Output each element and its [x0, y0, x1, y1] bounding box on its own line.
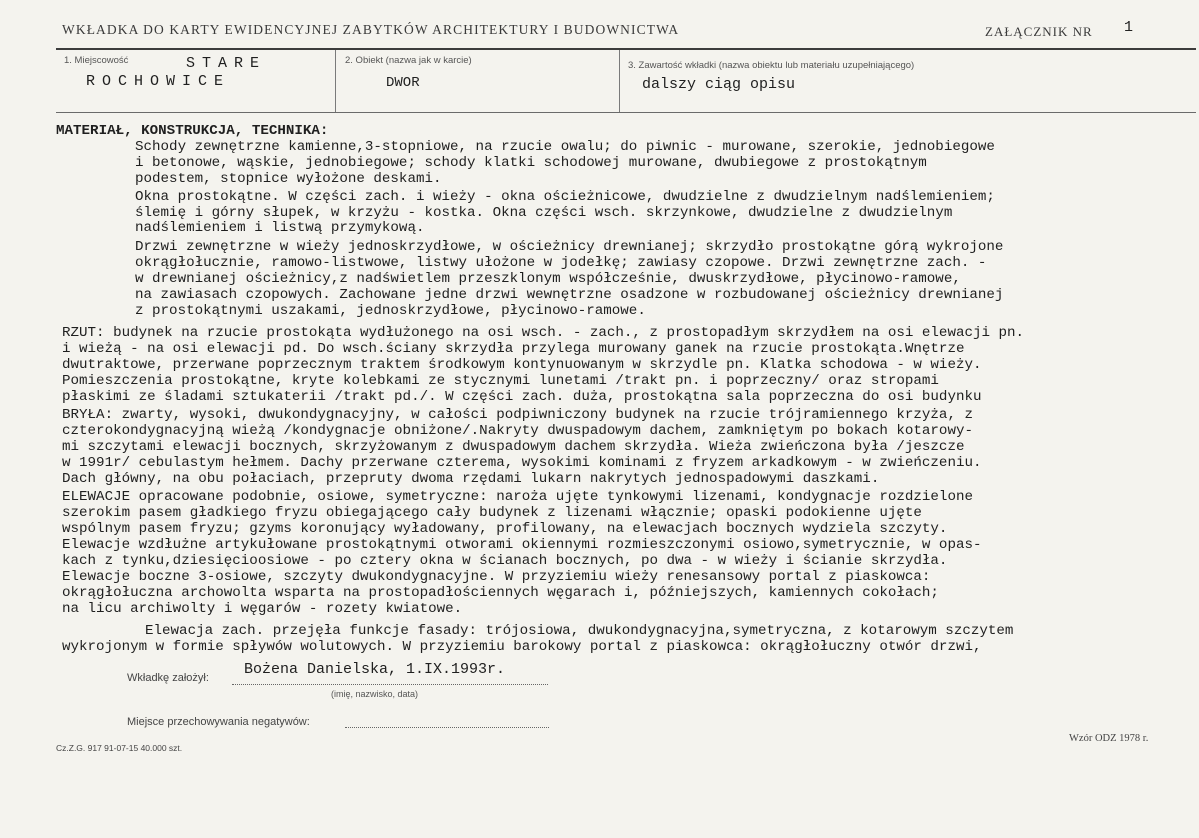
body-line: podestem, stopnice wyłożone deskami.	[135, 171, 442, 187]
body-line: dwutraktowe, przerwane poprzecznym traktem środkowym kontynuowanym w skrzydle pn. Klatka schodowa - w wieży.	[62, 357, 982, 373]
attachment-number: 1	[1124, 19, 1134, 36]
body-line: i betonowe, wąskie, jednobiegowe; schody klatki schodowej murowane, dwubiegowe z prostokątnym	[135, 155, 927, 171]
body-line: czterokondygnacyjną wieżą /kondygnacje obniżone/.Nakryty dwuspadowym dachem, zamkniętym po bokach kotarowy-	[62, 423, 973, 439]
body-line: w drewnianej ościeżnicy,z nadświetlem przeszklonym współcześnie, dwuskrzydłowe, płycinowo-ramowe,	[135, 271, 961, 287]
body-line: okrągłołuczna archowolta wsparta na prostopadłościennych węgarach i, późniejszych, kamiennych cokołach;	[62, 585, 939, 601]
body-line: ELEWACJE opracowane podobnie, osiowe, symetryczne: naroża ujęte tynkowymi lizenami, kondygnacje rozdzielone	[62, 489, 973, 505]
body-line: Drzwi zewnętrzne w wieży jednoskrzydłowe, w ościeżnicy drewnianej; skrzydło prostokątne górą wykrojone	[135, 239, 1004, 255]
content-label: 3. Zawartość wkładki (nazwa obiektu lub materiału uzupełniającego)	[628, 60, 915, 71]
negatives-dotted-line	[345, 727, 549, 728]
body-line: płaskimi ze śladami sztukaterii /trakt pd./. W części zach. duża, prostokątna sala poprzeczna do osi budynku	[62, 389, 982, 405]
body-line: Okna prostokątne. W części zach. i wieży - okna ościeżnicowe, dwudzielne z dwudzielnym nadślemieniem;	[135, 189, 995, 205]
body-line: wykrojonym w formie spływów wolutowych. W przyziemiu barokowy portal z piaskowca: okrągłołuczny otwór drzwi,	[62, 639, 982, 655]
body-line: nadślemieniem i listwą przymykową.	[135, 220, 425, 236]
header-title: WKŁADKA DO KARTY EWIDENCYJNEJ ZABYTKÓW ARCHITEKTURY I BUDOWNICTWA	[62, 22, 680, 37]
form-model: Wzór ODZ 1978 r.	[1069, 733, 1149, 744]
attachment-label: ZAŁĄCZNIK NR	[985, 24, 1093, 39]
body-line: ślemię i górny słupek, w krzyżu - kostka. Okna części wsch. skrzynkowe, dwudzielne z dwudzielnym	[135, 205, 953, 221]
place-value-line1: STARE	[186, 55, 267, 72]
created-by-hint: (imię, nazwisko, data)	[331, 689, 419, 699]
created-by-label: Wkładkę założył:	[127, 672, 209, 684]
field-divider-1	[335, 50, 336, 112]
content-value: dalszy ciąg opisu	[642, 76, 796, 93]
negatives-label: Miejsce przechowywania negatywów:	[127, 716, 310, 728]
body-line: z prostokątnymi uszakami, jednoskrzydłowe, płycinowo-ramowe.	[135, 303, 646, 319]
object-label: 2. Obiekt (nazwa jak w karcie)	[345, 55, 472, 66]
body-line: kach z tynku,dziesięcioosiowe - po cztery okna w ścianach bocznych, po dwa - w wieży i ścianie skrzydła.	[62, 553, 948, 569]
place-value-line2: ROCHOWICE	[86, 73, 231, 90]
field-divider-2	[619, 50, 620, 112]
body-line: mi szczytami elewacji bocznych, skrzyżowanym z dwuspadowym dachem skrzydła. Wieża zwieńczona była /jeszcze	[62, 439, 965, 455]
top-rule	[56, 48, 1196, 50]
body-line: Elewacje wzdłużne artykułowane prostokątnymi otworami okiennymi rozmieszczonymi osiowo,symetrycznie, w opas-	[62, 537, 982, 553]
body-line: na zawiasach czopowych. Zachowane jedne drzwi wewnętrzne osadzone w rozbudowanej ościeżnicy drewnianej	[135, 287, 1004, 303]
body-line: MATERIAŁ, KONSTRUKCJA, TECHNIKA:	[56, 123, 329, 139]
body-line: Dach główny, na obu połaciach, przepruty dwoma rzędami lukarn nakrytych jednospadowymi daszkami.	[62, 471, 880, 487]
body-line: i wieżą - na osi elewacji pd. Do wsch.ściany skrzydła przylega murowany ganek na rzucie prostokąta.Wnętrze	[62, 341, 965, 357]
created-by-value: Bożena Danielska, 1.IX.1993r.	[244, 661, 506, 678]
body-line: szerokim pasem gładkiego fryzu obiegającego cały budynek z lizenami włącznie; opaski podokienne ujęte	[62, 505, 922, 521]
body-line: okrągłołucznie, ramowo-listwowe, listwy ułożone w jodełkę; zawiasy czopowe. Drzwi zewnętrzne zach. -	[135, 255, 987, 271]
object-value: DWOR	[386, 75, 420, 91]
body-line: BRYŁA: zwarty, wysoki, dwukondygnacyjny, w całości podpiwniczony budynek na rzucie trójramiennego krzyża, z	[62, 407, 973, 423]
created-by-dotted-line	[232, 684, 548, 685]
fields-bottom-rule	[56, 112, 1196, 113]
body-line: w 1991r/ cebulastym hełmem. Dachy przerwane czterema, wysokimi kominami z fryzem arkadkowym - w zwieńczeniu.	[62, 455, 982, 471]
body-line: Pomieszczenia prostokątne, kryte kolebkami ze stycznymi lunetami /trakt pn. i poprzeczny/ oraz stropami	[62, 373, 939, 389]
body-line: na licu archiwolty i węgarów - rozety kwiatowe.	[62, 601, 463, 617]
body-line: Elewacje boczne 3-osiowe, szczyty dwukondygnacyjne. W przyziemiu wieży renesansowy portal z piaskowca:	[62, 569, 931, 585]
place-label: 1. Miejscowość	[64, 55, 129, 66]
body-line: Schody zewnętrzne kamienne,3-stopniowe, na rzucie owalu; do piwnic - murowane, szerokie, jednobiegowe	[135, 139, 995, 155]
body-line: wspólnym pasem fryzu; gzyms koronujący wyładowany, profilowany, na elewacjach bocznych wydziela szczyty.	[62, 521, 948, 537]
body-line: RZUT: budynek na rzucie prostokąta wydłużonego na osi wsch. - zach., z prostopadłym skrzydłem na osi elewacji pn.	[62, 325, 1025, 341]
print-info: Cz.Z.G. 917 91-07-15 40.000 szt.	[56, 743, 183, 753]
body-line: Elewacja zach. przejęła funkcje fasady: trójosiowa, dwukondygnacyjna,symetryczna, z kotarowym szczytem	[145, 623, 1014, 639]
